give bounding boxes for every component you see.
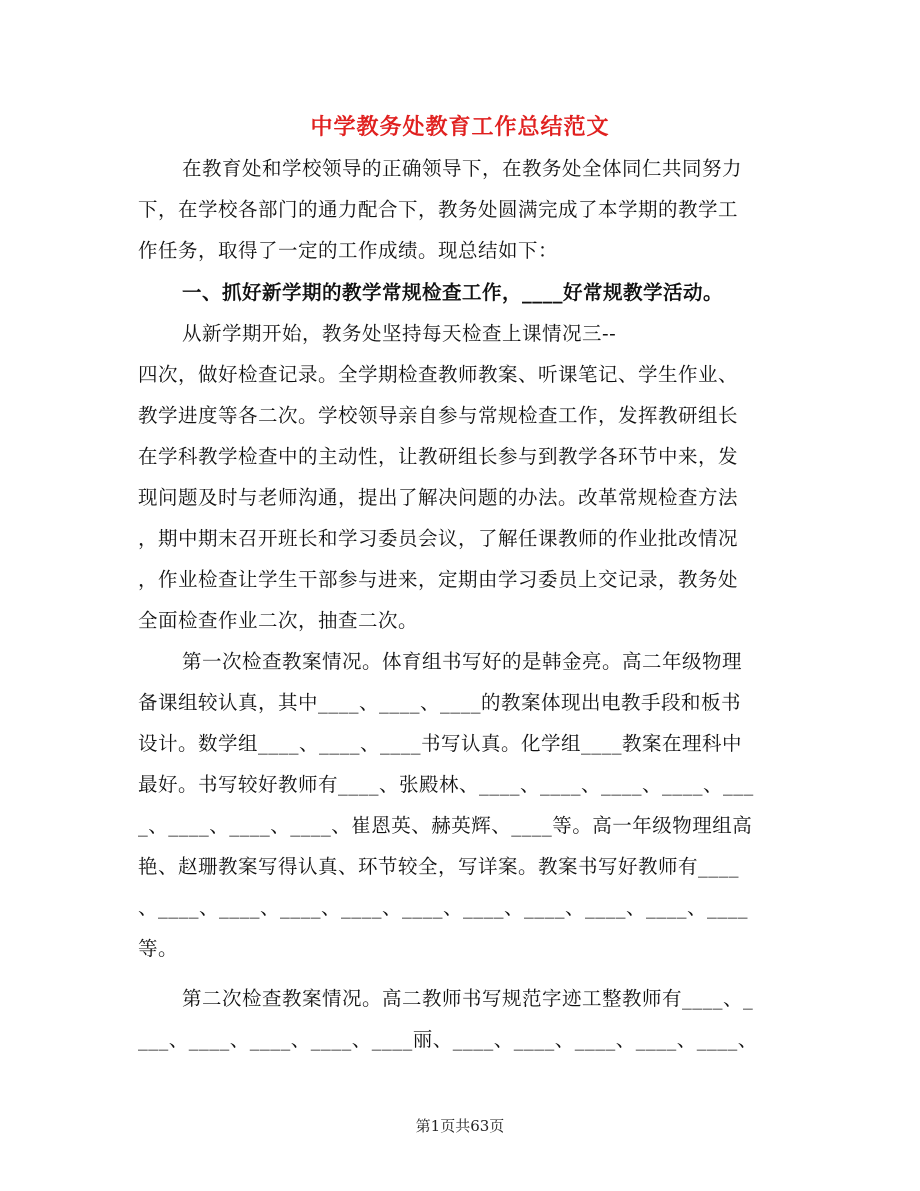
paragraph-line: 第二次检查教案情况。高二教师书写规范字迹工整教师有____、_ <box>182 987 754 1010</box>
paragraph-line: 最好。书写较好教师有____、张殿林、____、____、____、____、___ <box>138 773 754 796</box>
section-heading: 一、抓好新学期的教学常规检查工作，____好常规教学活动。 <box>182 281 724 304</box>
paragraph-line: 等。 <box>138 937 179 960</box>
paragraph-line: 、____、____、____、____、____、____、____、____、____、____ <box>138 896 749 919</box>
document-title: 中学教务处教育工作总结范文 <box>310 114 610 140</box>
paragraph-line: 在学科教学检查中的主动性，让教研组长参与到教学各环节中来，发 <box>138 445 739 468</box>
paragraph-line: ___、____、____、____、____丽、____、____、____、____、____、 <box>138 1028 758 1051</box>
paragraph-line: 全面检查作业二次，抽查二次。 <box>138 609 419 632</box>
paragraph-line: 设计。数学组____、____、____书写认真。化学组____教案在理科中 <box>138 732 743 755</box>
paragraph-line: 艳、赵珊教案写得认真、环节较全，写详案。教案书写好教师有____ <box>138 855 740 878</box>
paragraph-line: 第一次检查教案情况。体育组书写好的是韩金亮。高二年级物理 <box>182 650 743 673</box>
paragraph-line: _、____、____、____、崔恩英、赫英辉、____等。高一年级物理组高 <box>138 814 753 837</box>
paragraph-line: ，作业检查让学生干部参与进来，定期由学习委员上交记录，教务处 <box>138 568 739 591</box>
paragraph-line: 备课组较认真，其中____、____、____的教案体现出电教手段和板书 <box>138 691 742 714</box>
paragraph-line: 作任务，取得了一定的工作成绩。现总结如下： <box>138 239 559 262</box>
paragraph-line: 从新学期开始，教务处坚持每天检查上课情况三-- <box>182 322 617 345</box>
paragraph-line: 在教育处和学校领导的正确领导下，在教务处全体同仁共同努力 <box>182 157 743 180</box>
page-number-footer: 第1页共63页 <box>415 1117 505 1135</box>
paragraph-line: 教学进度等各二次。学校领导亲自参与常规检查工作，发挥教研组长 <box>138 404 739 427</box>
paragraph-line: 四次，做好检查记录。全学期检查教师教案、听课笔记、学生作业、 <box>138 363 739 386</box>
paragraph-line: 现问题及时与老师沟通，提出了解决问题的办法。改革常规检查方法 <box>138 486 739 509</box>
paragraph-line: ，期中期末召开班长和学习委员会议，了解任课教师的作业批改情况 <box>138 527 739 550</box>
paragraph-line: 下，在学校各部门的通力配合下，教务处圆满完成了本学期的教学工 <box>138 198 739 221</box>
